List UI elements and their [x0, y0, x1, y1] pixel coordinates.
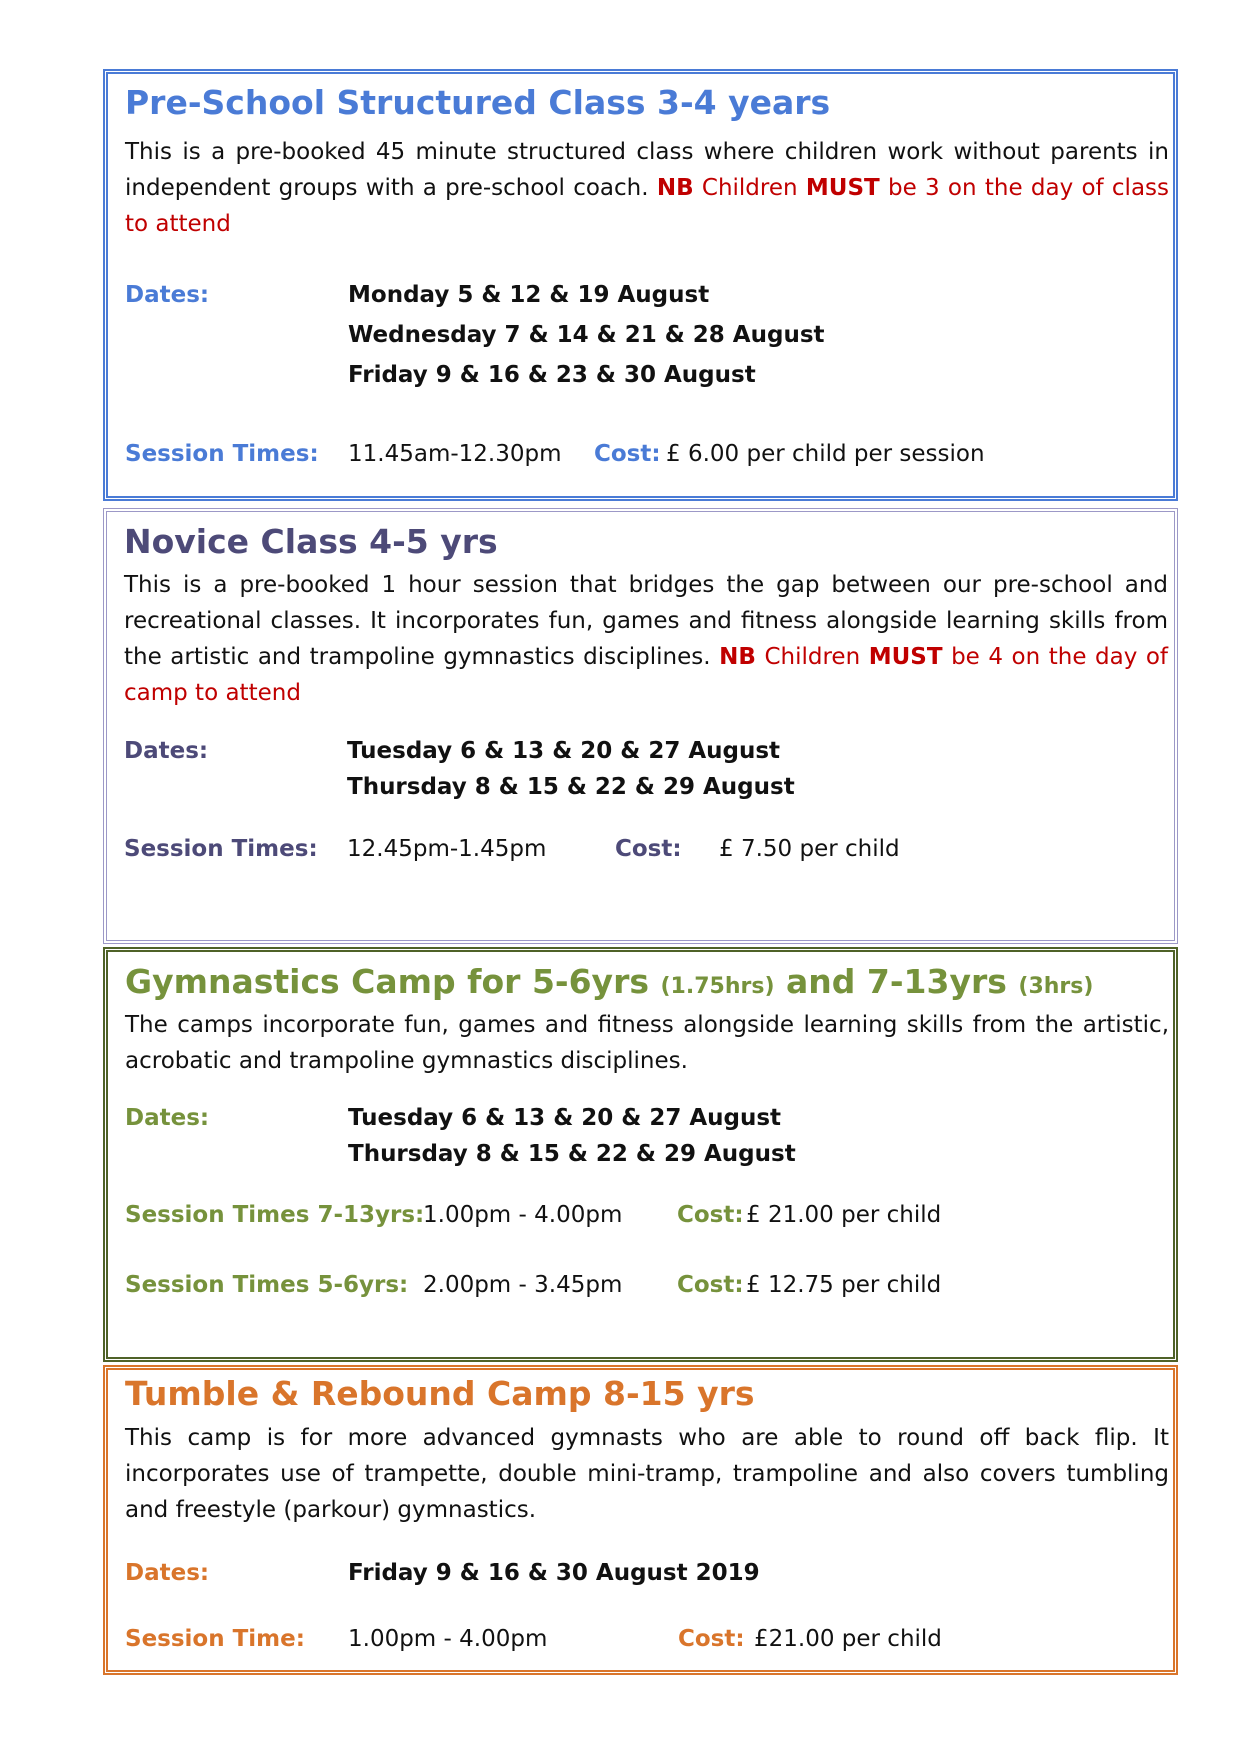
novice-cost-label: Cost: [615, 836, 682, 862]
tumble-camp-title: Tumble & Rebound Camp 8-15 yrs [125, 1374, 755, 1413]
novice-date: Thursday 8 & 15 & 22 & 29 August [347, 774, 795, 800]
preschool-cost: £ 6.00 per child per session [666, 441, 985, 467]
tumble-session-time: 1.00pm - 4.00pm [348, 1626, 548, 1652]
gymnastics-date: Thursday 8 & 15 & 22 & 29 August [348, 1141, 796, 1167]
preschool-date: Wednesday 7 & 14 & 21 & 28 August [348, 322, 825, 348]
preschool-description: This is a pre-booked 45 minute structured class where children work without parents in independent groups with a pre-school coach. NB Children MUST be 3 on the day of class to attend [125, 139, 1170, 237]
novice-description: This is a pre-booked 1 hour session that bridges the gap between our pre-school and recreational classes. It incorporates fun, games and fitness alongside learning skills from the artistic and trampoline gymnastics disciplines. NB Children MUST be 4 on the day of camp to attend [124, 572, 1169, 706]
preschool-cost-label: Cost: [594, 441, 661, 467]
preschool-session-label: Session Times: [125, 441, 319, 467]
gymnastics-session-label-older: Session Times 7-13yrs: [125, 1202, 425, 1228]
preschool-title: Pre-School Structured Class 3-4 years [125, 83, 831, 122]
gymnastics-date: Tuesday 6 & 13 & 20 & 27 August [348, 1105, 782, 1131]
novice-date: Tuesday 6 & 13 & 20 & 27 August [347, 738, 781, 764]
tumble-dates-label: Dates: [125, 1560, 210, 1586]
preschool-session-time: 11.45am-12.30pm [348, 441, 562, 467]
gymnastics-session-label-younger: Session Times 5-6yrs: [125, 1272, 409, 1298]
preschool-section [103, 69, 1178, 501]
gymnastics-camp-title: Gymnastics Camp for 5-6yrs (1.75hrs) and 7-13yrs (3hrs) [125, 962, 1094, 1001]
tumble-camp-section [103, 1365, 1178, 1675]
gymnastics-dates-label: Dates: [125, 1105, 210, 1131]
gymnastics-camp-description: The camps incorporate fun, games and fitness alongside learning skills from the artistic, acrobatic and trampoline gymnastics disciplines. [125, 1012, 1169, 1074]
gymnastics-cost-older: £ 21.00 per child [746, 1202, 942, 1228]
tumble-date: Friday 9 & 16 & 30 August 2019 [348, 1560, 760, 1586]
novice-title: Novice Class 4-5 yrs [124, 522, 498, 561]
tumble-camp-description: This camp is for more advanced gymnasts who are able to round off back flip. It incorporates use of trampette, double mini-tramp, trampoline and also covers tumbling and freestyle (parkour) gymnastics. [125, 1425, 1169, 1523]
gymnastics-cost-label-older: Cost: [677, 1202, 744, 1228]
novice-session-label: Session Times: [124, 836, 318, 862]
gymnastics-camp-section [103, 947, 1178, 1362]
gymnastics-session-time-older: 1.00pm - 4.00pm [423, 1202, 623, 1228]
tumble-cost: £21.00 per child [754, 1626, 942, 1652]
gymnastics-cost-label-younger: Cost: [677, 1272, 744, 1298]
novice-cost: £ 7.50 per child [719, 836, 900, 862]
preschool-dates-label: Dates: [125, 282, 210, 308]
gymnastics-session-time-younger: 2.00pm - 3.45pm [423, 1272, 623, 1298]
novice-section [103, 508, 1178, 944]
tumble-session-label: Session Time: [125, 1626, 305, 1652]
preschool-date: Friday 9 & 16 & 23 & 30 August [348, 362, 756, 388]
novice-dates-label: Dates: [124, 738, 209, 764]
gymnastics-cost-younger: £ 12.75 per child [746, 1272, 942, 1298]
preschool-date: Monday 5 & 12 & 19 August [348, 282, 710, 308]
novice-session-time: 12.45pm-1.45pm [347, 836, 547, 862]
tumble-cost-label: Cost: [678, 1626, 745, 1652]
